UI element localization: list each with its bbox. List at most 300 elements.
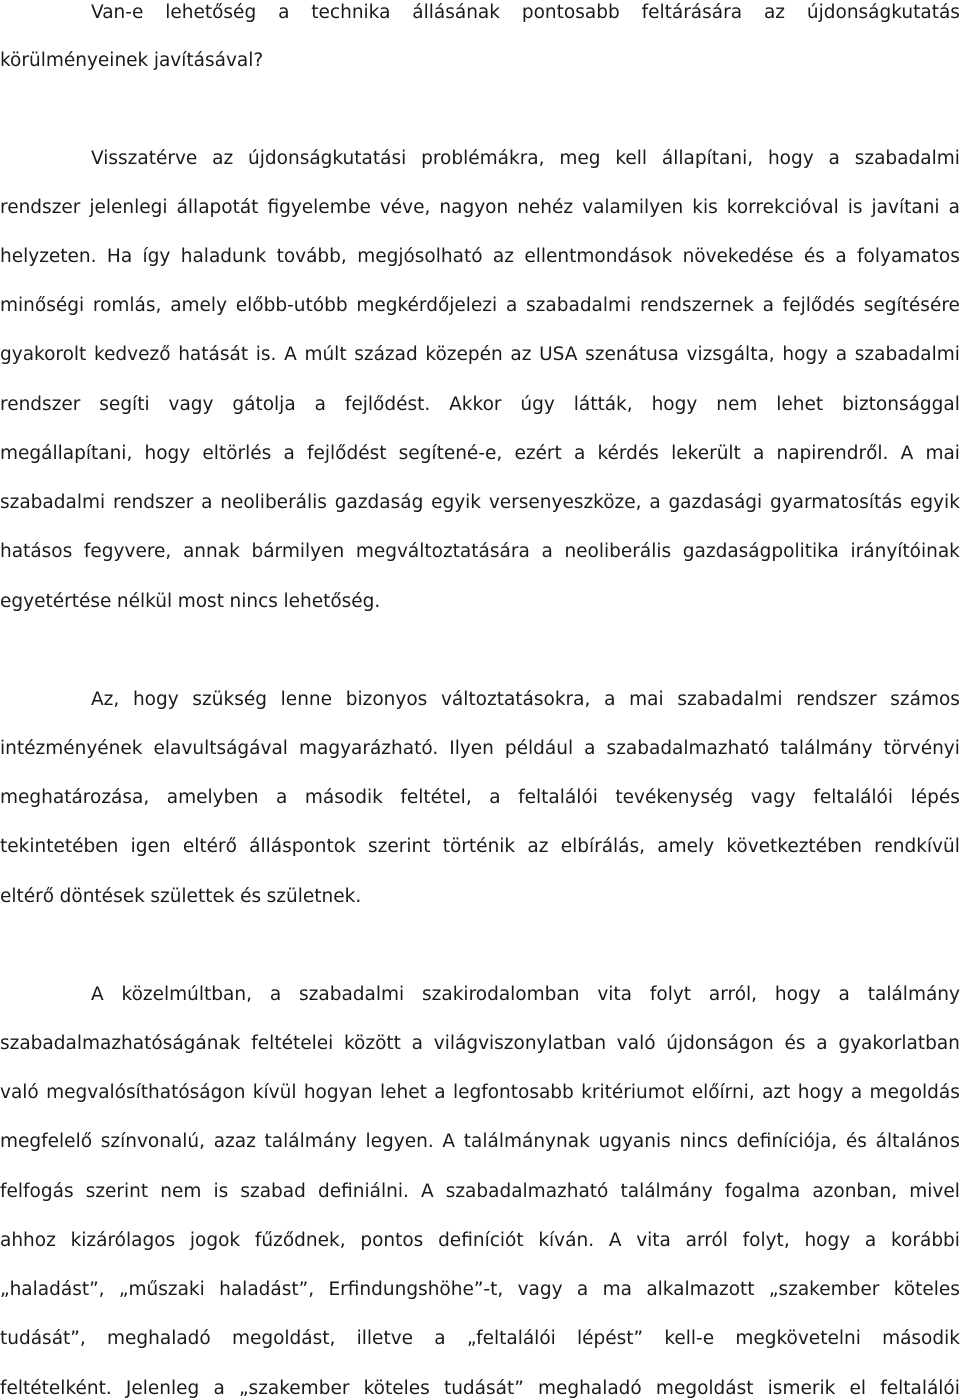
word: a [573, 443, 586, 464]
word: fegyvere, [83, 541, 172, 562]
word: általános [875, 1131, 960, 1152]
word: a [762, 295, 774, 316]
text-line [0, 527, 960, 576]
word: ahhoz [0, 1230, 56, 1251]
word: bizonyos [345, 689, 428, 710]
word: lehet [379, 1082, 427, 1103]
word: lehetőség. [283, 591, 381, 612]
word: gyarmatosítás [769, 492, 903, 513]
word: mivel [909, 1181, 960, 1202]
word: közepén [425, 344, 503, 365]
text-line [0, 232, 960, 281]
word: növekedése [682, 246, 794, 267]
word: állapítani, [661, 148, 754, 169]
word: kell [615, 148, 648, 169]
word: valamilyen [582, 197, 684, 218]
text-line [0, 429, 960, 478]
word: versenyeszköze, [488, 492, 642, 513]
text-line [0, 872, 960, 921]
word: A [900, 443, 914, 464]
word: segítené-e, [398, 443, 503, 464]
word: szabadalmazható [445, 1181, 609, 1202]
word: döntések [59, 886, 145, 907]
word: elbírálás, [560, 836, 646, 857]
word: szükség [192, 689, 267, 710]
word: mai [629, 689, 664, 710]
word: és [845, 1131, 867, 1152]
word: a [314, 394, 326, 415]
word: között [344, 1033, 401, 1054]
word: találmány [780, 738, 873, 759]
word: meghatározása, [0, 787, 150, 808]
word: a [828, 148, 840, 169]
word: a [269, 984, 282, 1005]
word: kritériumot [581, 1082, 685, 1103]
word: szabadalmi [526, 295, 632, 316]
word: meg [559, 148, 601, 169]
word: alkalmazott [646, 1279, 755, 1300]
text-line [0, 1314, 960, 1363]
word: magyarázható. [298, 738, 439, 759]
text-line [0, 675, 960, 724]
word: most [177, 591, 224, 612]
word: találmány [620, 1181, 713, 1202]
word: előbb-utóbb [235, 295, 348, 316]
word: ma [602, 1279, 632, 1300]
word: hatásos [0, 541, 73, 562]
word: hogy [767, 148, 814, 169]
text-line [0, 1019, 960, 1068]
word: a [283, 443, 295, 464]
word: a [864, 1230, 877, 1251]
word: gátolja [232, 394, 296, 415]
text-line [0, 1117, 960, 1166]
word: a [434, 1082, 446, 1103]
word: ellentmondások [524, 246, 673, 267]
word: gyakorlatban [838, 1033, 960, 1054]
word: egyik [431, 492, 482, 513]
word: definíciója, [736, 1131, 838, 1152]
word: neoliberális [220, 492, 327, 513]
word: biztonsággal [842, 394, 960, 415]
word: ismerik [767, 1378, 836, 1399]
word: definíciót [438, 1230, 524, 1251]
word: a [850, 1082, 863, 1103]
word: megkérdőjelezi [356, 295, 498, 316]
word: a [838, 984, 850, 1005]
word: Jelenleg [125, 1378, 200, 1399]
word: is [847, 197, 863, 218]
text-line [0, 1265, 960, 1314]
word: véve, [379, 197, 431, 218]
word: találmánynak [463, 1131, 590, 1152]
word: törvényi [883, 738, 960, 759]
word: hogy [782, 344, 829, 365]
word: és [240, 886, 262, 907]
word: való [0, 1082, 39, 1103]
word: arról [685, 1230, 728, 1251]
word: nincs [679, 1131, 728, 1152]
word: a [213, 1378, 225, 1399]
word: nem [160, 1181, 202, 1202]
word: feltalálói [880, 1378, 960, 1399]
word: vagy [168, 394, 214, 415]
word: állapotát [176, 197, 259, 218]
text-line [0, 724, 960, 773]
word: találmány [264, 1131, 357, 1152]
word: USA [539, 344, 578, 365]
word: szabadalmi [299, 984, 405, 1005]
word: pontosabb [521, 2, 620, 23]
word: segíti [99, 394, 150, 415]
word: feltételei [251, 1033, 334, 1054]
word: Visszatérve [91, 148, 198, 169]
word: közelmúltban, [121, 984, 252, 1005]
word: és [784, 1033, 806, 1054]
text-line [0, 822, 960, 871]
word: technika [311, 2, 391, 23]
word: lehet [776, 394, 824, 415]
word: szabadalmi [854, 344, 960, 365]
word: elavultságával [153, 738, 288, 759]
text-line [0, 183, 960, 232]
word: „feltalálói [466, 1328, 556, 1349]
word: feltárására [641, 2, 743, 23]
text-line [0, 478, 960, 527]
word: legyen. [365, 1131, 434, 1152]
word: újdonságkutatási [248, 148, 407, 169]
word: tudását” [443, 1378, 524, 1399]
word: hogy [651, 394, 698, 415]
word: körülményeinek [0, 50, 149, 71]
word: megoldás [869, 1082, 960, 1103]
word: folyt, [742, 1230, 790, 1251]
word: Ilyen [449, 738, 494, 759]
word: fejlődés [782, 295, 855, 316]
word: nagyon [439, 197, 509, 218]
word: és [803, 246, 825, 267]
word: illetve [356, 1328, 414, 1349]
word: például [504, 738, 574, 759]
word: kis [692, 197, 718, 218]
word: azonban, [812, 1181, 898, 1202]
word: mai [925, 443, 960, 464]
word: gazdasági [668, 492, 763, 513]
word: a [649, 492, 661, 513]
word: fejlődést. [344, 394, 431, 415]
word: arról, [708, 984, 758, 1005]
text-line [0, 330, 960, 379]
word: pontos [360, 1230, 424, 1251]
word: el [849, 1378, 867, 1399]
word: hogy [797, 1082, 844, 1103]
word: „szakember [238, 1378, 350, 1399]
word: annak [182, 541, 240, 562]
word: az [212, 148, 234, 169]
word: szabadalmazható [606, 738, 770, 759]
word: szenátusa [585, 344, 679, 365]
word: feltalálói [813, 787, 894, 808]
word: ugyanis [598, 1131, 671, 1152]
word: szabadalmi [0, 492, 106, 513]
word: a [835, 246, 847, 267]
word: egyik [909, 492, 960, 513]
word: úgy [520, 394, 555, 415]
word: javítani [871, 197, 940, 218]
word: megváltoztatására [355, 541, 530, 562]
word: tevékenység [615, 787, 734, 808]
text-line [0, 281, 960, 330]
word: így [142, 246, 171, 267]
word: megoldást [655, 1378, 754, 1399]
word: azaz [213, 1131, 256, 1152]
word: vagy [517, 1279, 563, 1300]
word: kizárólagos [70, 1230, 176, 1251]
word: fejlődést [306, 443, 387, 464]
word: köteles [893, 1279, 960, 1300]
word: szakirodalomban [422, 984, 580, 1005]
word: jogok [189, 1230, 241, 1251]
word: nélkül [116, 591, 173, 612]
text-line [0, 773, 960, 822]
word: látták, [573, 394, 633, 415]
word: rendszer [112, 492, 194, 513]
word: a [434, 1328, 446, 1349]
word: neoliberális [564, 541, 672, 562]
word: köteles [363, 1378, 430, 1399]
word: fűződnek, [254, 1230, 346, 1251]
word: eltörlés [202, 443, 272, 464]
word: Erfindungshöhe”-t, [328, 1279, 504, 1300]
word: amelyben [166, 787, 259, 808]
word: azt [762, 1082, 791, 1103]
word: születtek [150, 886, 235, 907]
word: szerint [368, 836, 431, 857]
word: korrekcióval [726, 197, 839, 218]
word: igen [130, 836, 171, 857]
word: segítésére [863, 295, 960, 316]
word: előírni, [691, 1082, 755, 1103]
word: minőségi [0, 295, 85, 316]
word: lehetőség [165, 2, 257, 23]
word: szabadalmi [677, 689, 783, 710]
word: születnek. [266, 886, 362, 907]
word: számos [890, 689, 960, 710]
word: vagy [750, 787, 796, 808]
word: az [510, 344, 532, 365]
word: második [304, 787, 383, 808]
word: hogy [132, 689, 179, 710]
word: szabadalmi [854, 148, 960, 169]
word: a [584, 738, 596, 759]
word: lekerült [671, 443, 741, 464]
word: szabadalmazhatóságának [0, 1033, 241, 1054]
word: egyetértése [0, 591, 112, 612]
word: rendszer [0, 197, 81, 218]
word: jelenlegi [89, 197, 168, 218]
word: nincs [229, 591, 278, 612]
word: a [541, 541, 553, 562]
text-line [0, 36, 960, 85]
word: a [505, 295, 518, 316]
word: az [763, 2, 786, 23]
word: napirendről. [776, 443, 889, 464]
word: haladunk [180, 246, 267, 267]
word: század [354, 344, 418, 365]
word: feltételként. [0, 1378, 112, 1399]
word: megfelelő [0, 1131, 93, 1152]
word: gyakorolt [0, 344, 87, 365]
word: múlt [304, 344, 347, 365]
word: szabad [240, 1181, 306, 1202]
word: haladást”, [219, 1279, 315, 1300]
word: eltérő [182, 836, 237, 857]
word: nehéz [517, 197, 574, 218]
word: világviszonylatban [433, 1033, 607, 1054]
word: legfontosabb [452, 1082, 574, 1103]
word: újdonságon [666, 1033, 774, 1054]
word: figyelembe [267, 197, 371, 218]
word: rendszernek [639, 295, 754, 316]
word: kívül [252, 1082, 297, 1103]
word: kíván. [538, 1230, 595, 1251]
word: irányítóinak [850, 541, 960, 562]
word: kérdés [597, 443, 659, 464]
word: kell-e [664, 1328, 715, 1349]
word: amely [657, 836, 715, 857]
word: rendszer [796, 689, 877, 710]
word: a [948, 197, 960, 218]
word: Az, [91, 689, 120, 710]
word: folyamatos [857, 246, 960, 267]
word: újdonságkutatás [806, 2, 960, 23]
word: eltérő [0, 886, 55, 907]
word: korábbi [891, 1230, 960, 1251]
word: romlás, [92, 295, 162, 316]
word: meghaladó [538, 1378, 642, 1399]
word: megjósolható [357, 246, 483, 267]
word: kedvező [93, 344, 171, 365]
word: hogy [804, 1230, 851, 1251]
word: helyzeten. [0, 246, 97, 267]
word: gazdaság [334, 492, 424, 513]
word: a [489, 787, 501, 808]
word: nem [716, 394, 758, 415]
word: Van-e [91, 2, 144, 23]
word: A [608, 1230, 622, 1251]
word: amely [170, 295, 228, 316]
word: a [411, 1033, 424, 1054]
word: vita [636, 1230, 671, 1251]
word: lépést” [577, 1328, 644, 1349]
word: való [616, 1033, 656, 1054]
word: találmány [867, 984, 960, 1005]
word: ezért [514, 443, 562, 464]
word: vita [597, 984, 632, 1005]
word: „szakember [768, 1279, 880, 1300]
word: változtatásokra, [440, 689, 591, 710]
word: következtében [726, 836, 862, 857]
word: hogy [144, 443, 191, 464]
word: a [816, 1033, 828, 1054]
word: lenne [280, 689, 333, 710]
word: „műszaki [118, 1279, 205, 1300]
word: feltétel, [400, 787, 472, 808]
text-line [0, 1216, 960, 1265]
word: megoldást, [231, 1328, 336, 1349]
word: A [91, 984, 104, 1005]
word: meghaladó [106, 1328, 211, 1349]
word: megállapítani, [0, 443, 133, 464]
text-line [0, 1068, 960, 1117]
word: hogyan [303, 1082, 373, 1103]
word: a [604, 689, 616, 710]
word: A [284, 344, 297, 365]
word: tudását”, [0, 1328, 86, 1349]
text-line [0, 970, 960, 1019]
word: fogalma [724, 1181, 801, 1202]
word: definiálni. [317, 1181, 409, 1202]
word: hogy [774, 984, 821, 1005]
word: Ha [106, 246, 133, 267]
word: a [278, 2, 290, 23]
text-line [0, 1364, 960, 1399]
word: álláspontok [249, 836, 356, 857]
word: folyt [649, 984, 692, 1005]
text-line [0, 1167, 960, 1216]
word: második [882, 1328, 960, 1349]
word: hatását [178, 344, 249, 365]
text-line [0, 577, 960, 626]
word: lépés [910, 787, 960, 808]
word: bármilyen [251, 541, 345, 562]
word: vizsgálta, [686, 344, 775, 365]
word: az [527, 836, 549, 857]
word: a [835, 344, 848, 365]
word: történik [442, 836, 516, 857]
text-line [0, 134, 960, 183]
word: állásának [412, 2, 500, 23]
text-line [0, 0, 960, 37]
word: A [442, 1131, 456, 1152]
word: szerint [85, 1181, 149, 1202]
word: rendkívül [874, 836, 960, 857]
word: rendszer [0, 394, 81, 415]
word: a [752, 443, 765, 464]
word: is [213, 1181, 229, 1202]
word: intézményének [0, 738, 143, 759]
word: tovább, [276, 246, 347, 267]
word: tekintetében [0, 836, 119, 857]
word: felfogás [0, 1181, 74, 1202]
word: is. [255, 344, 277, 365]
word: színvonalú, [100, 1131, 206, 1152]
word: „haladást”, [0, 1279, 105, 1300]
word: megkövetelni [735, 1328, 861, 1349]
text-line [0, 380, 960, 429]
word: az [492, 246, 514, 267]
word: a [576, 1279, 589, 1300]
word: problémákra, [421, 148, 545, 169]
word: a [201, 492, 213, 513]
word: feltalálói [518, 787, 598, 808]
word: javításával? [153, 50, 264, 71]
word: a [276, 787, 288, 808]
word: megvalósíthatóságon [46, 1082, 246, 1103]
word: gazdaságpolitika [682, 541, 839, 562]
word: Akkor [449, 394, 502, 415]
word: A [420, 1181, 434, 1202]
